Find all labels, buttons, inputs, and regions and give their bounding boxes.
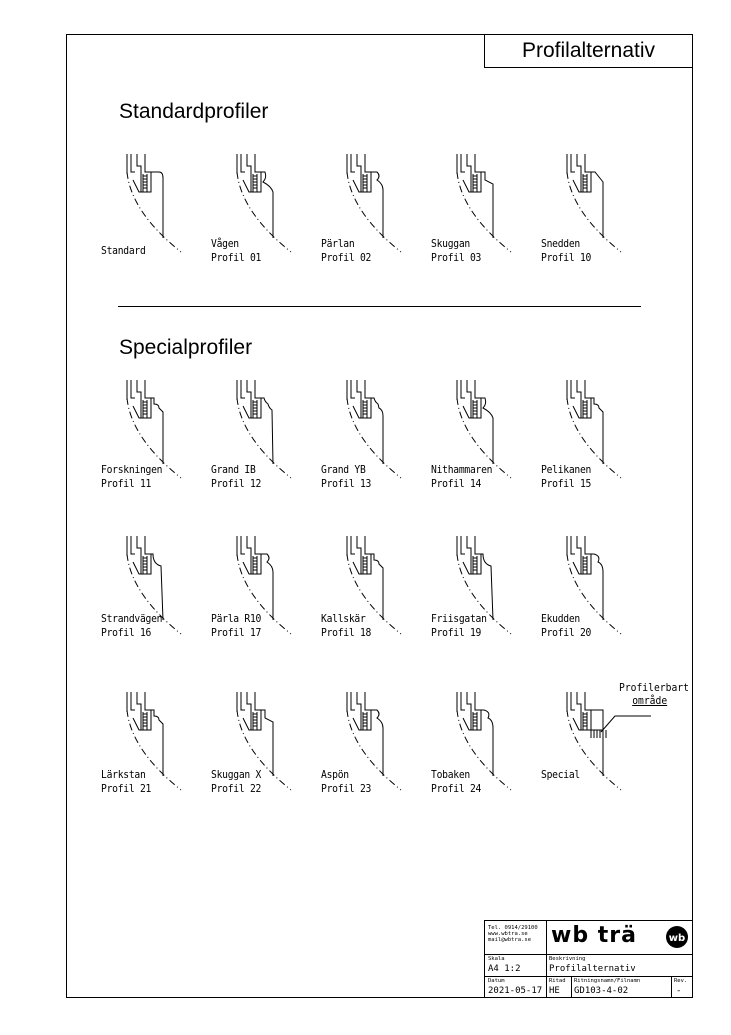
- profile-label: [211, 237, 261, 265]
- date-label: Datum: [488, 978, 505, 984]
- profile-17: [211, 690, 321, 805]
- profile-19: [431, 690, 541, 805]
- profile-5: [541, 152, 651, 267]
- profile-12: [211, 534, 321, 649]
- profile-label: [541, 463, 591, 491]
- profile-label: [431, 768, 481, 796]
- profile-2: [211, 152, 321, 267]
- profile-code: Profil 24: [431, 782, 482, 795]
- profile-code: Profil 23: [321, 782, 372, 795]
- profile-code: Profil 12: [211, 477, 262, 490]
- profile-name: Kallskär: [321, 612, 366, 625]
- profile-20: [541, 690, 651, 805]
- profile-code: Profil 20: [541, 626, 592, 639]
- drawing-title: Profilalternativ: [521, 39, 656, 62]
- profile-10: [541, 378, 651, 493]
- scale-label: Skala: [488, 956, 505, 962]
- company-logo-mark: [665, 925, 689, 949]
- profile-name: Strandvägen: [101, 612, 163, 625]
- profile-name: Vågen: [211, 237, 239, 250]
- profile-name: Pelikanen: [541, 463, 592, 476]
- profile-label: [321, 612, 371, 640]
- profile-code: Profil 18: [321, 626, 372, 639]
- profile-code: Profil 10: [541, 251, 592, 264]
- profile-code: Profil 22: [211, 782, 262, 795]
- profile-code: Profil 16: [101, 626, 152, 639]
- profile-label: [211, 463, 261, 491]
- profile-label: [541, 768, 580, 782]
- drawn-by-value: HE: [549, 986, 560, 996]
- profile-name: Snedden: [541, 237, 580, 250]
- profile-code: Profil 03: [431, 251, 482, 264]
- svg-text:wb: wb: [668, 933, 686, 944]
- section-divider: [118, 306, 641, 307]
- profile-6: [101, 378, 211, 493]
- profile-name: Lärkstan: [101, 768, 146, 781]
- profile-code: Profil 01: [211, 251, 262, 264]
- profile-label: [431, 463, 492, 491]
- standard-profiles-heading: Standardprofiler: [119, 100, 269, 123]
- file-name-value: GD103-4-02: [574, 986, 629, 996]
- profile-1: [101, 152, 211, 267]
- profile-label: [541, 612, 591, 640]
- profile-13: [321, 534, 431, 649]
- description-label: Beskrivning: [549, 956, 586, 962]
- profile-code: Profil 13: [321, 477, 372, 490]
- profile-name: Standard: [101, 244, 146, 257]
- profile-drawing: [541, 690, 651, 805]
- profile-name: Skuggan: [431, 237, 470, 250]
- profile-label: [541, 237, 591, 265]
- profile-name: Pärlan: [321, 237, 355, 250]
- profile-label: [321, 463, 371, 491]
- revision-label: Rev.: [674, 978, 688, 984]
- description-value: Profilalternativ: [549, 964, 636, 974]
- profile-label: [101, 244, 146, 258]
- profile-9: [431, 378, 541, 493]
- profile-code: Profil 02: [321, 251, 372, 264]
- profile-name: Skuggan X: [211, 768, 262, 781]
- special-profiles-heading: Specialprofiler: [119, 336, 253, 359]
- profile-name: Grand YB: [321, 463, 366, 476]
- profile-code: Profil 17: [211, 626, 262, 639]
- profile-15: [541, 534, 651, 649]
- profile-14: [431, 534, 541, 649]
- profile-label: [211, 768, 261, 796]
- profile-name: Grand IB: [211, 463, 256, 476]
- profile-code: Profil 15: [541, 477, 592, 490]
- profile-label: [321, 768, 371, 796]
- company-logo: wb trä: [551, 923, 637, 948]
- file-name-label: Ritningsnamn/Filnamn: [574, 978, 641, 984]
- scale-value: A4 1:2: [488, 964, 521, 974]
- profile-label: [101, 768, 151, 796]
- profile-name: Aspön: [321, 768, 349, 781]
- profile-label: [431, 612, 487, 640]
- drawing-title-box: [484, 34, 693, 68]
- profile-11: [101, 534, 211, 649]
- profile-name: Forskningen: [101, 463, 163, 476]
- profile-18: [321, 690, 431, 805]
- profile-name: Friisgatan: [431, 612, 487, 625]
- profile-code: Profil 19: [431, 626, 482, 639]
- profile-code: Profil 14: [431, 477, 482, 490]
- title-block: [484, 920, 693, 998]
- revision-value: -: [676, 986, 682, 996]
- profile-code: Profil 21: [101, 782, 152, 795]
- drawn-by-label: Ritad: [549, 978, 566, 984]
- profile-16: [101, 690, 211, 805]
- profile-label: [431, 237, 481, 265]
- profile-code: Profil 11: [101, 477, 152, 490]
- profile-label: [321, 237, 371, 265]
- date-value: 2021-05-17: [488, 986, 543, 996]
- profile-4: [431, 152, 541, 267]
- profile-name: Nithammaren: [431, 463, 493, 476]
- profilable-area-label: Profilerbart område: [619, 681, 689, 707]
- profile-name: Tobaken: [431, 768, 470, 781]
- profile-name: Ekudden: [541, 612, 580, 625]
- profile-7: [211, 378, 321, 493]
- profile-name: Pärla R10: [211, 612, 262, 625]
- profile-label: [211, 612, 261, 640]
- profile-8: [321, 378, 431, 493]
- contact-info: Tel. 0914/29100 www.wbtra.se mail@wbtra.se: [488, 925, 538, 943]
- profile-label: [101, 463, 162, 491]
- profile-3: [321, 152, 431, 267]
- profile-name: Special: [541, 768, 580, 781]
- profile-label: [101, 612, 162, 640]
